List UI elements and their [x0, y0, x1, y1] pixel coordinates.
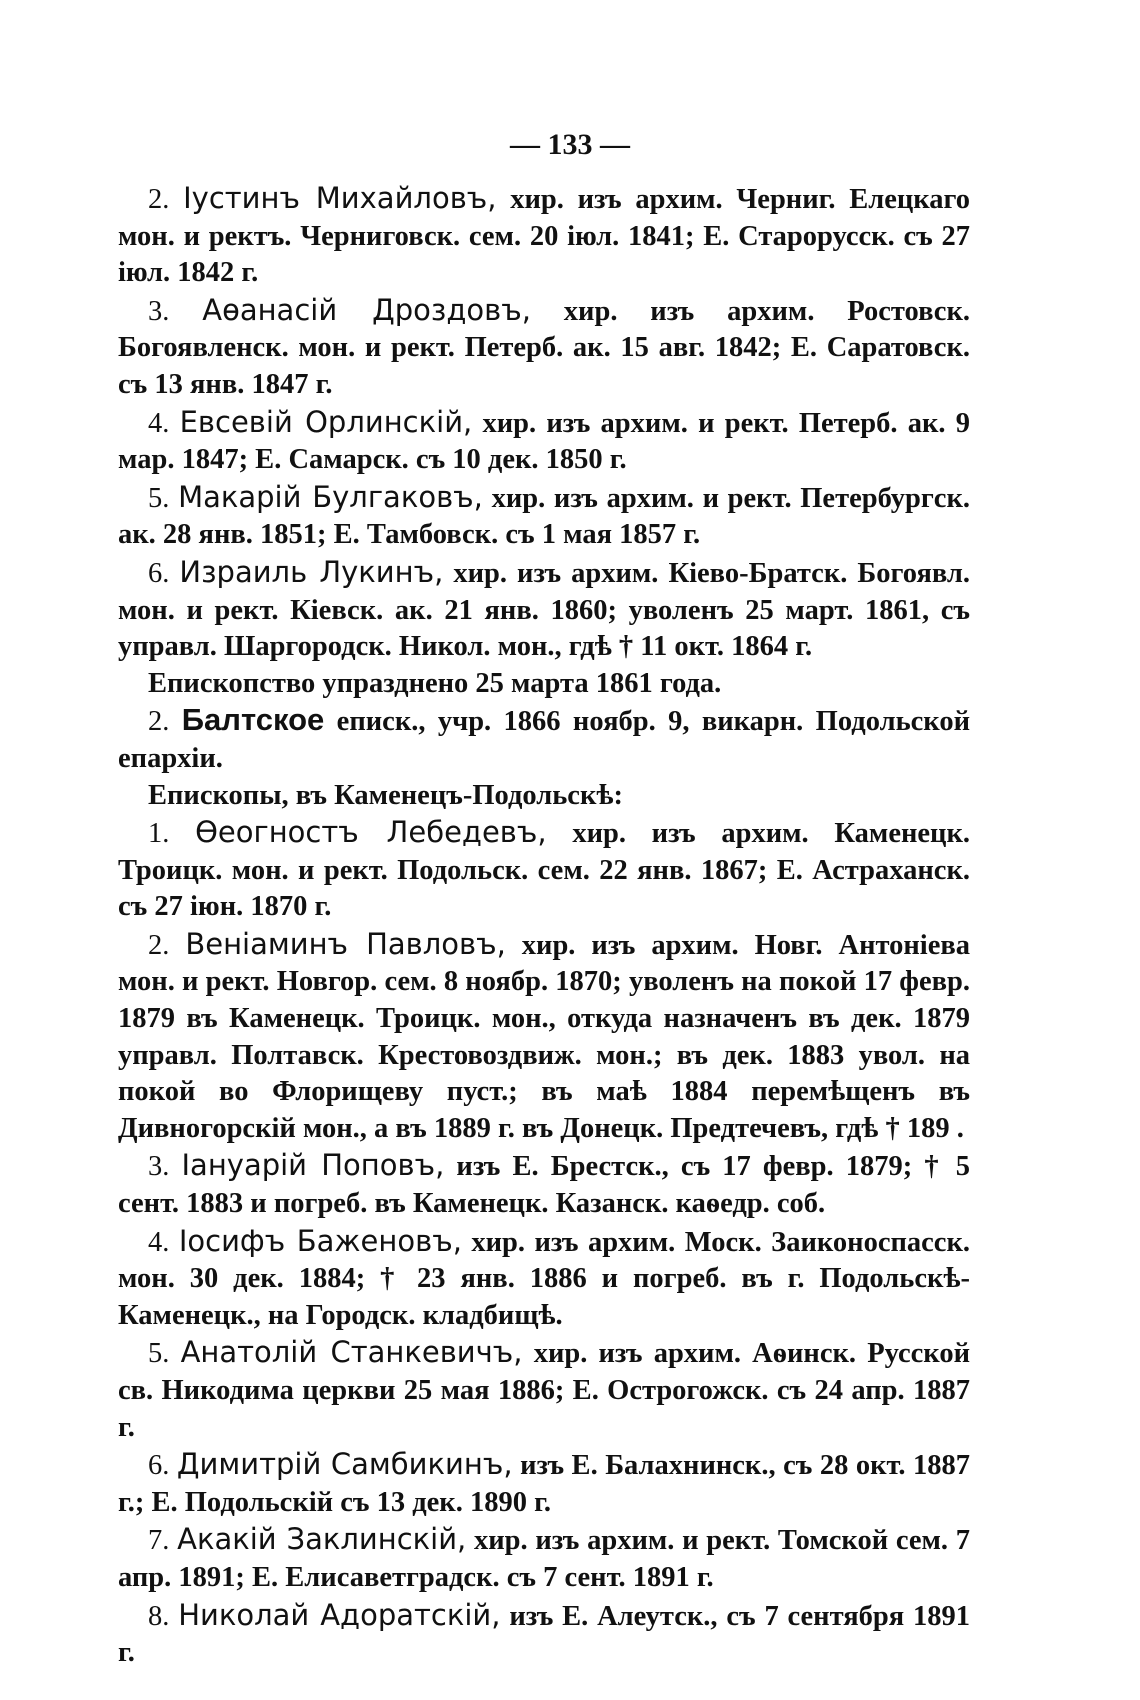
person-name: Веніаминъ Павловъ,	[185, 926, 506, 961]
person-name: Аѳанасій Дроздовъ,	[202, 292, 531, 327]
person-name: Николай Адоратскій,	[178, 1597, 501, 1632]
person-name: Евсевій Орлинскій,	[179, 404, 473, 439]
abolished-note: Епископство упразднено 25 марта 1861 года.	[148, 667, 722, 699]
entry-paragraph: 2. Іустинъ Михайловъ, хир. изъ архим. Черниг. Елецкаго мон. и ректъ. Черниговск. сем. 20 іюл. 1841; Е. Старорусск. съ 27 іюл. 1842 г.	[118, 181, 971, 289]
entry-paragraph: 6. Израиль Лукинъ, хир. изъ архим. Кіево-Братск. Богоявл. мон. и рект. Кіевск. ак. 21 янв. 1860; уволенъ 25 март. 1861, съ управл. Шаргородск. Никол. мон., гдѣ † 11 окт. 1864 г.	[118, 554, 970, 663]
bishops-heading: Епископы, въ Каменецъ-Подольскѣ:	[148, 779, 623, 811]
person-name: Ѳеогностъ Лебедевъ,	[195, 815, 547, 850]
bishop-entry: 5. Анатолій Станкевичъ, хир. изъ архим. Аѳинск. Русской св. Никодима церкви 25 мая 1886; Е. Острогожск. съ 24 апр. 1887 г.	[118, 1335, 971, 1443]
page-content	[118, 180, 970, 1672]
person-name: Іосифъ Баженовъ,	[178, 1223, 462, 1258]
bishop-entry: 3. Іануарій Поповъ, изъ Е. Брестск., съ 17 февр. 1879; † 5 сент. 1883 и погреб. въ Каменецк. Казанск. каѳедр. соб.	[118, 1148, 970, 1220]
person-name: Акакій Заклинскій,	[177, 1522, 467, 1557]
person-name: Израиль Лукинъ,	[179, 554, 444, 589]
person-name: Макарій Булгаковъ,	[178, 479, 483, 514]
person-name: Іустинъ Михайловъ,	[183, 181, 497, 215]
entry-paragraph: 3. Аѳанасій Дроздовъ, хир. изъ архим. Ростовск. Богоявленск. мон. и рект. Петерб. ак. 15 авг. 1842; Е. Саратовск. съ 13 янв. 1847 г.	[118, 292, 971, 400]
diocese-name: Балтское	[181, 702, 325, 738]
bishop-entry: 7. Акакій Заклинскій, хир. изъ архим. и рект. Томской сем. 7 апр. 1891; Е. Елисаветградск. съ 7 сент. 1891 г.	[118, 1522, 971, 1593]
diocese-heading: 2. Балтское еписк., учр. 1866 ноябр. 9, викарн. Подольской епархіи.	[118, 702, 971, 774]
bishop-entry: 2. Веніаминъ Павловъ, хир. изъ архим. Новг. Антоніева мон. и рект. Новгор. сем. 8 ноябр. 1870; уволенъ на покой 17 февр. 1879 въ Каменецк. Троицк. мон., откуда назначенъ въ дек. 1879 управл. Полтавск. Крестовоздвиж. мон.; въ дек. 1883 увол. на покой во Флорищеву пуст.; въ маѣ 1884 перемѣщенъ въ Дивногорскій мон., а въ 1889 г. въ Донецк. Предтечевъ, гдѣ † 189 .	[118, 926, 971, 1144]
bishop-entry: 6. Димитрій Самбикинъ, изъ Е. Балахнинск., съ 28 окт. 1887 г.; Е. Подольскій съ 13 дек. 1890 г.	[118, 1447, 971, 1518]
page-number: — 133 —	[510, 128, 630, 161]
person-name: Іануарій Поповъ,	[181, 1148, 445, 1183]
bishop-entry: 4. Іосифъ Баженовъ, хир. изъ архим. Моск. Заиконоспасск. мон. 30 дек. 1884; † 23 янв. 1886 и погреб. въ г. Подольскѣ-Каменецк., на Городск. кладбищѣ.	[118, 1223, 970, 1331]
person-name: Димитрій Самбикинъ,	[176, 1447, 513, 1482]
person-name: Анатолій Станкевичъ,	[180, 1335, 523, 1370]
entry-paragraph: 5. Макарій Булгаковъ, хир. изъ архим. и рект. Петербургск. ак. 28 янв. 1851; Е. Тамбовск. съ 1 мая 1857 г.	[118, 479, 970, 551]
entry-paragraph: 4. Евсевій Орлинскій, хир. изъ архим. и рект. Петерб. ак. 9 мар. 1847; Е. Самарск. съ 10 дек. 1850 г.	[118, 404, 971, 476]
bishop-entry: 1. Ѳеогностъ Лебедевъ, хир. изъ архим. Каменецк. Троицк. мон. и рект. Подольск. сем. 22 янв. 1867; Е. Астраханск. съ 27 іюн. 1870 г.	[118, 815, 971, 923]
bishop-entry: 8. Николай Адоратскій, изъ Е. Алеутск., съ 7 сентября 1891 г.	[118, 1597, 970, 1669]
